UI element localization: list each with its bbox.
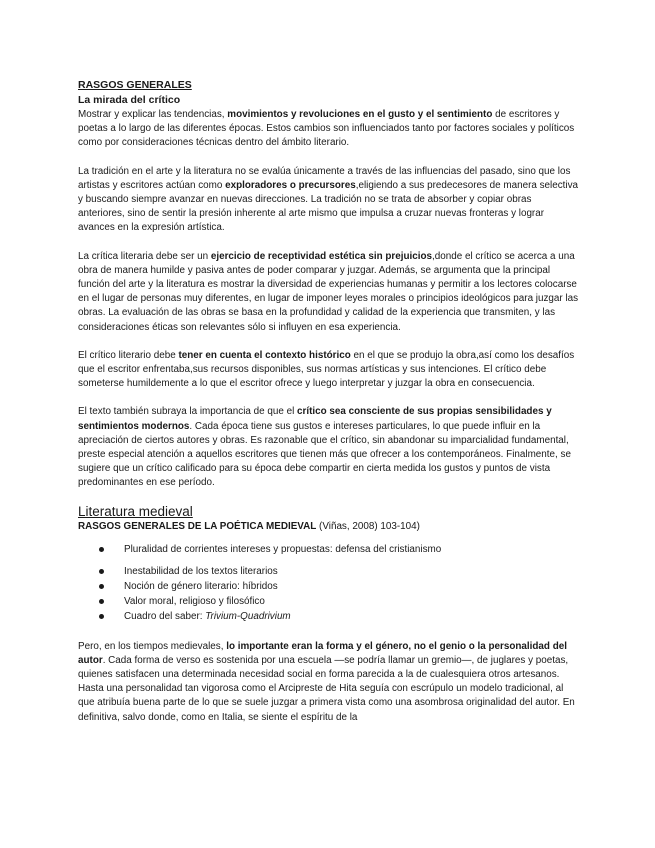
bullet-list <box>78 542 580 624</box>
bold-text: lo importante eran la forma y el género, no el genio o la personalidad del autor <box>78 640 567 666</box>
source-citation <box>78 520 580 534</box>
bold-text: exploradores o precursores <box>225 179 356 191</box>
paragraph <box>78 349 580 392</box>
source-title: RASGOS GENERALES DE LA POÉTICA MEDIEVAL <box>78 520 317 532</box>
text-run: en el que se produjo la obra,así como los desafíos que el escritor enfrentaba,sus recursos disponibles, sus normas artísticas y sus intenciones. El crítico debe someterse humildemente a lo que el escritor ofrece y luego interpretar y juzgar la obra en consecuencia. <box>78 349 575 390</box>
section-heading: RASGOS GENERALES <box>78 79 192 91</box>
text-run: Noción de género literario: híbridos <box>124 580 278 592</box>
text-run: Inestabilidad de los textos literarios <box>124 565 278 577</box>
list-item-text <box>124 611 291 622</box>
list-item <box>78 609 580 624</box>
section-title: Literatura medieval <box>78 503 193 519</box>
text-run: El crítico literario debe <box>78 349 179 361</box>
paragraph <box>78 250 580 335</box>
bold-text: ejercicio de receptividad estética sin prejuicios <box>210 250 433 262</box>
source-reference: (Viñas, 2008) 103-104) <box>316 520 420 532</box>
text-run: La tradición en el arte y la literatura no se evalúa únicamente a través de las influencias del pasado, sino que los artistas y escritores actúan como <box>78 165 571 191</box>
bullet-icon <box>99 584 104 589</box>
italic-text: Trivium-Quadrivium <box>205 610 291 622</box>
paragraph <box>78 640 580 725</box>
text-run: ,eligiendo a sus predecesores de manera selectiva y buscando siempre avanzar en nuevas direcciones. La tradición no se trata de absorber y copiar obras anteriores, sino de sentir la presión inherente al arte mismo que impulsa a cruzar nuevas fronteras y lograr avances en la expresión artística. <box>78 179 579 234</box>
bold-text: movimientos y revoluciones en el gusto y el sentimiento <box>227 109 493 120</box>
text-run: Pero, en los tiempos medievales, <box>78 640 227 652</box>
text-run: ,donde el crítico se acerca a una obra de manera humilde y pasiva antes de poder comparar y juzgar. Además, se argumenta que la principal función del arte y la literatura es mostrar la diversidad de experiencias humanas y permitir a los lectores colocarse en el lugar de personas muy diferentes, en lugar de imponer leyes morales o principios ideológicos para juzgar las obras. La evaluación de las obras se basa en la profundidad y calidad de la experiencia que transmiten, y las consideraciones éticas son relevantes sólo si influyen en esa experiencia. <box>78 250 579 333</box>
text-run: Mostrar y explicar las tendencias, <box>78 109 228 120</box>
list-item-text <box>124 566 278 577</box>
paragraph <box>78 108 580 151</box>
text-run: La crítica literaria debe ser un <box>78 250 211 262</box>
list-item <box>78 564 580 579</box>
text-run: Valor moral, religioso y filosófico <box>124 595 265 607</box>
bullet-icon <box>99 547 104 552</box>
text-run: de escritores y poetas a lo largo de las diferentes épocas. Estos cambios son influenciados tanto por factores sociales y políticos como por consideraciones técnicas dentro del ámbito literario. <box>78 109 575 149</box>
bullet-icon <box>99 569 104 574</box>
list-item <box>78 542 580 557</box>
bold-text: crítico sea consciente de sus propias sensibilidades y sentimientos modernos <box>78 406 552 432</box>
section-subheading: La mirada del crítico <box>78 94 181 106</box>
text-run: El texto también subraya la importancia de que el <box>78 406 298 418</box>
list-item-text <box>124 581 278 592</box>
list-item <box>78 594 580 609</box>
paragraph <box>78 165 580 236</box>
bullet-icon <box>99 614 104 619</box>
text-run: . Cada forma de verso es sostenida por una escuela —se podría llamar un gremio—, de juglares y poetas, quienes satisfacen una determinada necesidad social en forma parecida a la de cualesquiera otros artesanos. Hasta una personalidad tan vigorosa como el Arcipreste de Hita seguía con escrúpulo un modelo tradicional, al que atribuía buena parte de lo que se suele juzgar a primera vista como una asombrosa originalidad del autor. En definitiva, salvo donde, como en Italia, se siente el espíritu de la <box>78 654 575 723</box>
list-item-text <box>124 596 265 607</box>
list-item-text <box>124 544 441 555</box>
text-run: Pluralidad de corrientes intereses y propuestas: defensa del cristianismo <box>124 543 442 555</box>
text-run: . Cada época tiene sus gustos e intereses particulares, lo que puede influir en la apreciación de ciertos autores y obras. Es razonable que el crítico, sin abandonar su imparcialidad fundamental, preste especial atención a aquellos escritores que tienen más que ofrecer a los contemporáneos. Finalmente, se sugiere que un crítico calificado para su época debe compartir en cierta medida los gustos y puntos de vista predominantes en ese período. <box>78 420 571 489</box>
paragraph <box>78 405 580 490</box>
bold-text: tener en cuenta el contexto histórico <box>178 349 351 361</box>
list-item <box>78 579 580 594</box>
bullet-icon <box>99 599 104 604</box>
text-run: Cuadro del saber: <box>124 610 206 622</box>
